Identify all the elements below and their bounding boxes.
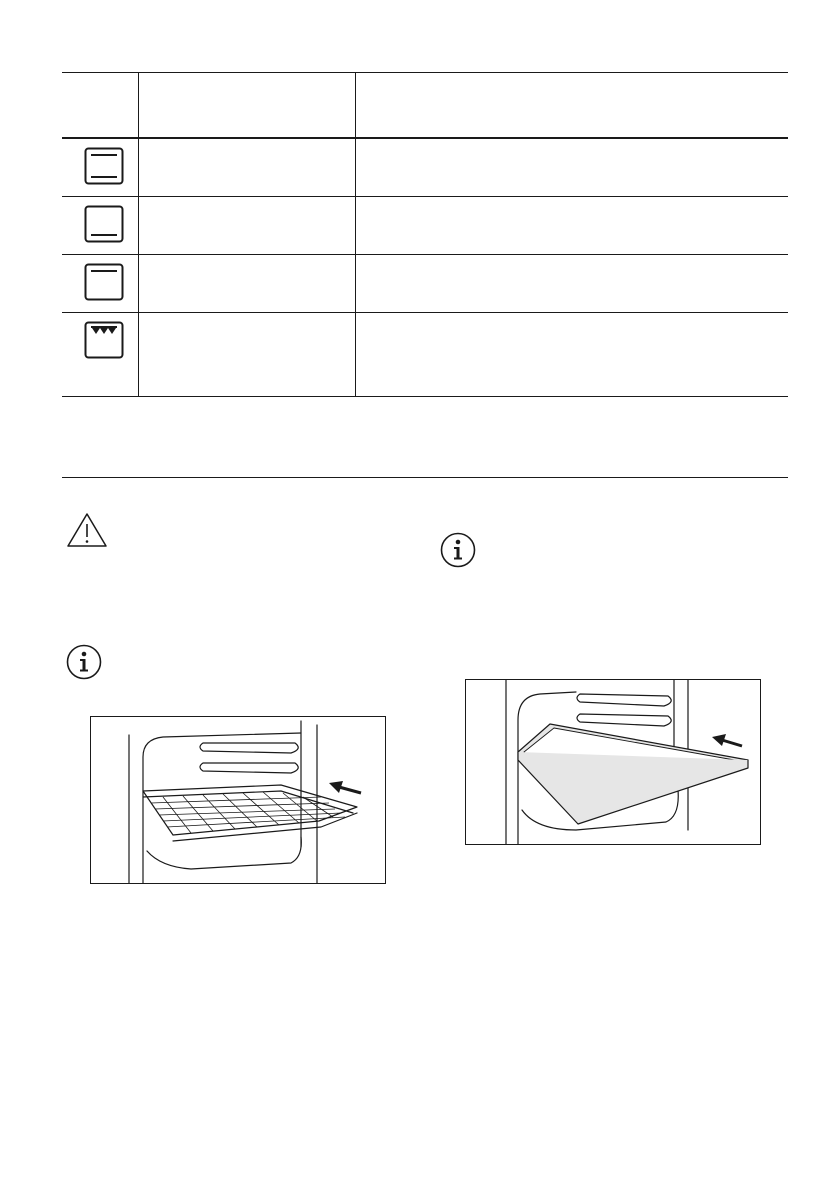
top-bottom-heat-icon [84,147,124,185]
info-icon [440,532,476,568]
wire-shelf-figure [90,716,386,884]
table-row-divider [62,254,788,255]
baking-tray-figure [465,679,761,845]
bottom-heat-icon [84,205,124,243]
grill-icon [84,321,124,359]
table-header-rule [62,137,788,139]
top-heat-icon [84,263,124,301]
table-top-rule [62,72,788,73]
table-column-divider [138,72,139,397]
table-bottom-rule [62,396,788,397]
table-column-divider [355,72,356,397]
section-rule [62,477,788,478]
info-icon [66,644,102,680]
table-row-divider [62,196,788,197]
table-row-divider [62,312,788,313]
warning-triangle-icon [66,512,108,548]
